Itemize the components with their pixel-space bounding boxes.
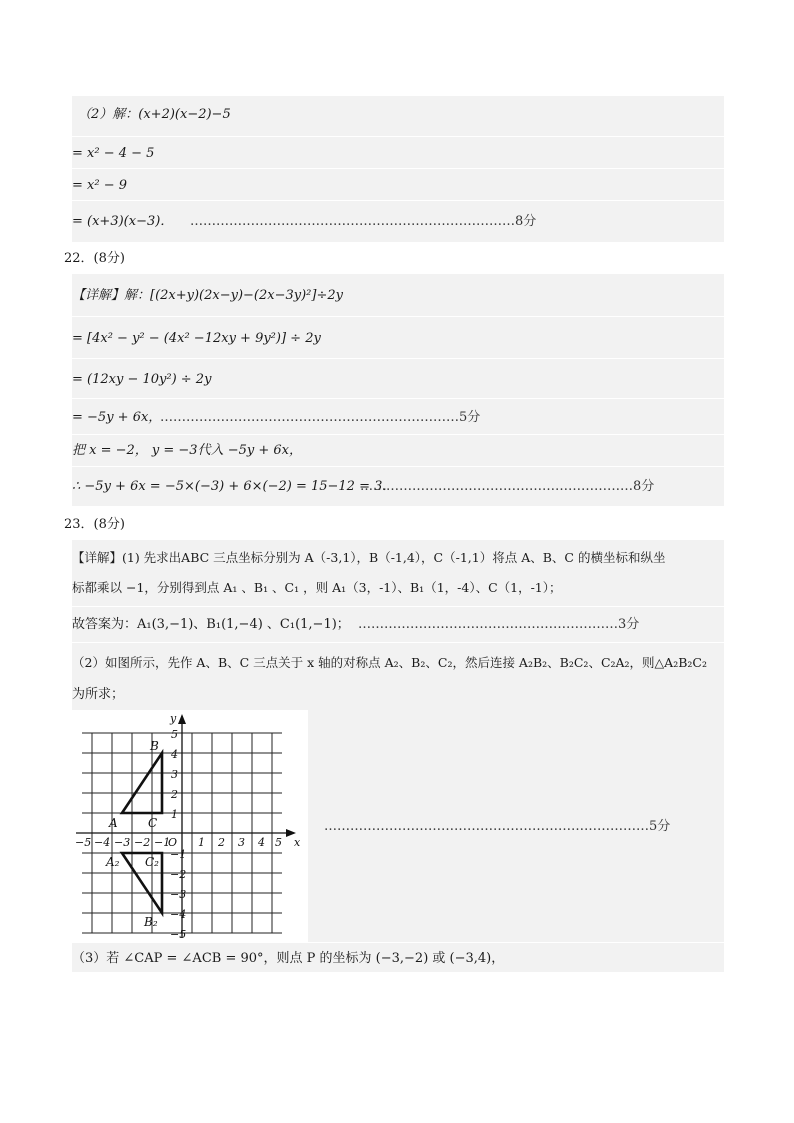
vertex-label-a2: A₂ (106, 855, 120, 869)
divider (72, 606, 724, 607)
x-tick-label: 5 (275, 836, 282, 849)
y-tick-label: 2 (171, 788, 178, 801)
q22-line-1: 【详解】解：[(2x+y)(2x−y)−(2x−3y)²]÷2y (72, 288, 343, 303)
vertex-label-c: C (148, 816, 158, 830)
divider (72, 942, 724, 943)
q22-line-3: = (12xy − 10y²) ÷ 2y (72, 372, 212, 387)
divider (72, 200, 724, 201)
divider (72, 136, 724, 137)
q22-line-6: ∴ −5y + 6x = −5×(−3) + 6×(−2) = 15−12 = 3． (72, 479, 396, 494)
origin-label: O (168, 836, 178, 849)
y-tick-label: −3 (170, 888, 187, 901)
vertex-label-b: B (150, 739, 159, 753)
x-tick-label: 3 (238, 836, 245, 849)
q21-line-4: = (x+3)(x−3)． (72, 214, 174, 229)
vertex-label-a: A (109, 816, 118, 830)
y-tick-label: −4 (170, 908, 187, 921)
y-tick-label: −5 (170, 928, 187, 941)
divider (72, 358, 724, 359)
y-tick-label: −1 (170, 848, 187, 861)
x-axis-label: x (294, 836, 301, 849)
q21-line-1: （2）解：(x+2)(x−2)−5 (78, 107, 231, 122)
q22-score-dots-8: ………………………………………………………8分 (360, 479, 655, 494)
divider (72, 434, 724, 435)
x-tick-label: 4 (258, 836, 265, 849)
y-tick-label: 3 (171, 768, 178, 781)
x-tick-label: 1 (198, 836, 205, 849)
x-tick-label: −3 (114, 836, 131, 849)
q23-score-dots-5: …………………………………………………………………5分 (324, 819, 671, 834)
q22-band (72, 274, 724, 506)
x-tick-label: −5 (75, 836, 92, 849)
y-tick-label: −2 (170, 868, 187, 881)
q22-line-2: = [4x² − y² − (4x² −12xy + 9y²)] ÷ 2y (72, 331, 321, 346)
y-axis-arrow-icon (178, 714, 186, 724)
q23-header: 23．(8分) (64, 517, 125, 532)
q22-line-5: 把 x = −2， y = −3代入 −5y + 6x， (72, 443, 302, 458)
q21-line-3: = x² − 9 (72, 178, 127, 193)
q23-score-dots-3: ……………………………………………………3分 (358, 617, 640, 632)
divider (72, 316, 724, 317)
q22-line-4: = −5y + 6x， (72, 410, 162, 425)
vertex-label-b2: B₂ (144, 915, 158, 929)
q23-line-1a: 【详解】(1) 先求出ABC 三点坐标分别为 A（-3,1），B（-1,4），C（-1,1）将点 A、B、C 的横坐标和纵坐 (72, 550, 666, 565)
divider (72, 168, 724, 169)
divider (72, 642, 724, 643)
q21-score-dots: …………………………………………………………………8分 (190, 214, 537, 229)
divider (72, 466, 724, 467)
y-tick-label: 4 (171, 748, 178, 761)
vertex-label-c2: C₂ (145, 855, 159, 869)
q23-line-2: 故答案为：A₁(3,−1)、B₁(1,−4) 、C₁(1,−1)； (72, 617, 350, 632)
q23-line-3a: （2）如图所示，先作 A、B、C 三点关于 x 轴的对称点 A₂、B₂、C₂，然后连接 A₂B₂、B₂C₂、C₂A₂，则△A₂B₂C₂ (72, 655, 707, 670)
y-axis-label: y (170, 712, 177, 725)
divider (72, 398, 724, 399)
x-tick-label: −2 (134, 836, 151, 849)
q22-header: 22．(8分) (64, 251, 125, 266)
q22-score-dots-5: ……………………………………………………………5分 (160, 410, 481, 425)
q23-line-1b: 标都乘以 −1，分别得到点 A₁ 、B₁ 、C₁ ，则 A₁（3，-1）、B₁（1，-4）、C（1，-1）； (72, 580, 562, 595)
x-tick-label: −1 (154, 836, 171, 849)
y-tick-label: 5 (171, 728, 178, 741)
triangle-abc (122, 753, 162, 813)
q23-line-3b: 为所求； (72, 687, 125, 702)
coordinate-graph-svg (72, 710, 308, 942)
q21-line-2: = x² − 4 − 5 (72, 146, 155, 161)
x-tick-label: 2 (218, 836, 225, 849)
y-tick-label: 1 (171, 808, 178, 821)
coordinate-graph (72, 710, 308, 942)
x-tick-label: −4 (94, 836, 111, 849)
q23-line-4: （3）若 ∠CAP = ∠ACB = 90°，则点 P 的坐标为 (−3,−2) 或 (−3,4)， (72, 951, 505, 966)
